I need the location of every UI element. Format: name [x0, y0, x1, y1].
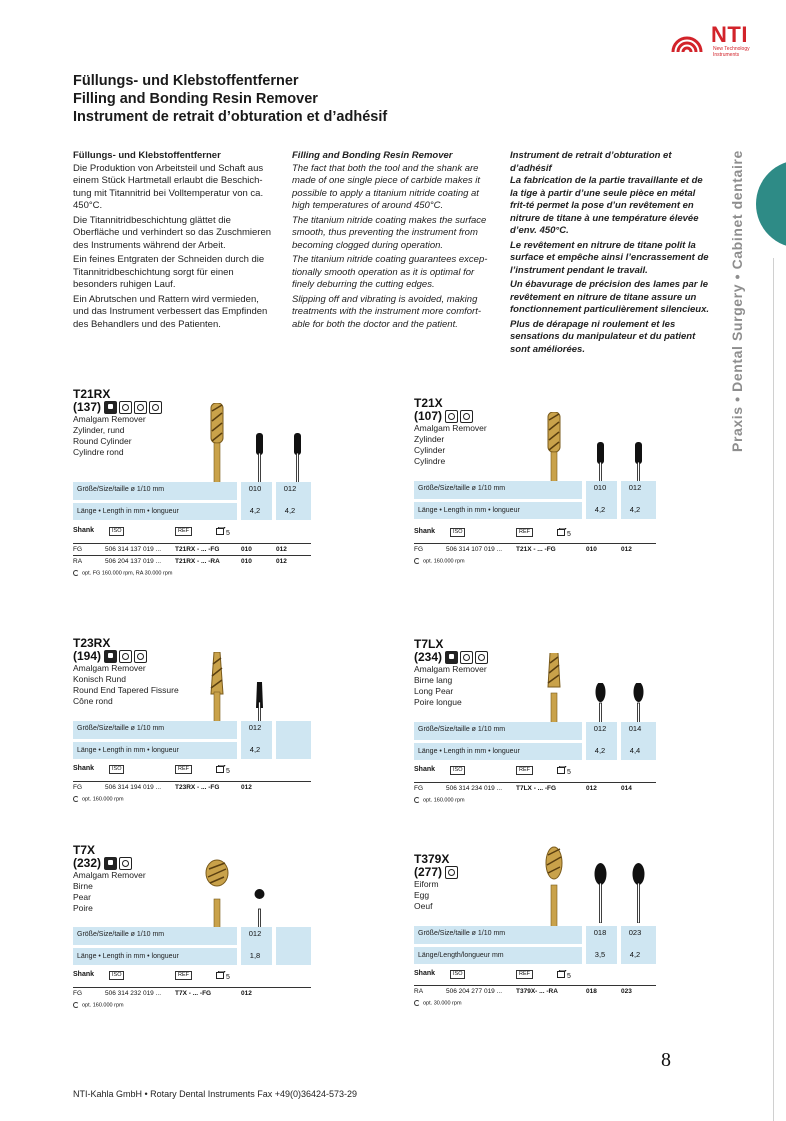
title-en: Filling and Bonding Resin Remover [73, 91, 318, 107]
length-value: 4,4 [629, 746, 641, 755]
column-german [73, 150, 273, 333]
column-heading: Füllungs- und Klebstoffentferner [73, 150, 221, 161]
feature-icon [104, 857, 117, 870]
pack-count: 5 [226, 768, 230, 775]
product-description-line: Birne [73, 881, 93, 892]
length-value: 4,2 [629, 950, 641, 959]
speed-text: opt. 160.000 rpm [423, 797, 465, 804]
iso-label: ISO [109, 971, 124, 980]
column-english [292, 150, 492, 333]
package-icon [216, 768, 226, 775]
size-value: 012 [283, 484, 297, 493]
product-description-line: Cylindre [414, 455, 446, 466]
product-number-text: (277) [414, 865, 443, 879]
side-label: Praxis • Dental Surgery • Cabinet dentaire [729, 150, 745, 452]
product-description-line: Amalgam Remover [73, 870, 146, 881]
size-code: 018 [586, 988, 597, 995]
paragraph: Un ébavurage de précision des lames par le revêtement en nitrure de titane assure un fonctionnement particulièrement silencieux. [510, 279, 710, 315]
size-code: 012 [621, 546, 632, 553]
shank-label: Shank [73, 971, 95, 978]
ref-number: T7X - ... -FG [175, 990, 212, 997]
size-code: 023 [621, 988, 632, 995]
speed-note [73, 796, 124, 802]
pack-quantity [216, 971, 230, 981]
feature-icon [104, 650, 117, 663]
product-description-line: Pear [73, 891, 91, 902]
package-icon [557, 769, 567, 776]
order-row [414, 985, 656, 997]
size-value: 018 [593, 928, 607, 937]
size-table [73, 927, 311, 965]
product-description-line: Long Pear [414, 685, 454, 696]
ref-label: REF [516, 528, 533, 537]
nti-logo-icon [667, 24, 707, 58]
pack-quantity [216, 765, 230, 775]
feature-icon [134, 401, 147, 414]
length-value: 4,2 [284, 506, 296, 515]
order-row [73, 987, 311, 999]
shank-header [414, 970, 656, 980]
feature-icon [475, 651, 488, 664]
table-divider [73, 500, 237, 503]
size-code: 010 [586, 546, 597, 553]
feature-icons [445, 866, 458, 879]
length-value: 4,2 [594, 505, 606, 514]
shank-type: FG [73, 990, 83, 997]
length-value: 4,2 [594, 746, 606, 755]
iso-number: 506 204 277 019 ... [446, 988, 503, 995]
feature-icon [104, 401, 117, 414]
product-code: T21RX [73, 387, 111, 401]
table-divider [414, 944, 582, 947]
pack-count: 5 [567, 531, 571, 538]
feature-icons [104, 857, 132, 870]
product-code: T21X [414, 396, 443, 410]
size-table [414, 481, 656, 519]
size-code: 012 [241, 990, 252, 997]
product-description-line: Cylinder [414, 444, 446, 455]
paragraph: Slipping off and vibrating is avoided, making treatments with the instrument more comfort-able for both the doctor and the patient. [292, 293, 482, 330]
size-value: 014 [628, 724, 642, 733]
speed-text: opt. 160.000 rpm [82, 1002, 124, 1009]
size-code: 010 [241, 546, 252, 553]
size-code: 012 [276, 546, 287, 553]
pack-count: 5 [226, 530, 230, 537]
order-row [73, 781, 311, 793]
iso-number: 506 314 232 019 ... [105, 990, 162, 997]
iso-label: ISO [450, 528, 465, 537]
speed-text: opt. FG 160.000 rpm, RA 30.000 rpm [82, 570, 173, 577]
iso-label: ISO [109, 765, 124, 774]
speed-text: opt. 160.000 rpm [82, 796, 124, 803]
pack-quantity [216, 527, 230, 537]
length-label: Länge • Length in mm • longueur [77, 953, 179, 960]
size-label: Größe/Size/taille ø 1/10 mm [418, 930, 506, 937]
size-label: Größe/Size/taille ø 1/10 mm [77, 486, 165, 493]
product-number-text: (107) [414, 409, 443, 423]
length-label: Länge/Length/longueur mm [418, 952, 504, 959]
product-description-line: Amalgam Remover [73, 663, 146, 674]
shank-label: Shank [414, 766, 436, 773]
length-value: 1,8 [249, 951, 261, 960]
shank-header [414, 528, 656, 538]
product-code: T23RX [73, 636, 111, 650]
product-description-line: Birne lang [414, 675, 453, 686]
paragraph: Die Produktion von Arbeitsteil und Schaft aus einem Stück Hartmetall erlaubt die Beschich-tung mit Titannitrid bei Volltemperatur von ca. 450°C. [73, 162, 264, 211]
column-french [510, 150, 710, 358]
order-row [414, 543, 656, 555]
table-divider [73, 945, 237, 948]
size-table [73, 721, 311, 759]
paragraph: The titanium nitride coating makes the surface smooth, thus preventing the instrument from becoming clogged during operation. [292, 214, 487, 251]
size-value: 023 [628, 928, 642, 937]
title-fr: Instrument de retrait d’obturation et d’adhésif [73, 109, 388, 125]
size-value: 012 [593, 724, 607, 733]
shank-label: Shank [414, 528, 436, 535]
paragraph: The fact that both the tool and the shank are made of one single piece of carbide makes it possible to apply a titanium nitride coating at high temperatures of around 450°C. [292, 162, 480, 211]
feature-icons [445, 651, 488, 664]
ref-number: T21RX - ... -RA [175, 558, 220, 565]
shank-header [73, 527, 311, 537]
length-value: 4,2 [249, 745, 261, 754]
length-value: 3,5 [594, 950, 606, 959]
length-value: 4,2 [629, 505, 641, 514]
pack-count: 5 [567, 973, 571, 980]
paragraph: Plus de dérapage ni roulement et les sensations du manipulateur et du patient sont améliorées. [510, 318, 696, 355]
table-divider [414, 499, 582, 502]
size-label: Größe/Size/taille ø 1/10 mm [418, 485, 506, 492]
size-code: 012 [241, 784, 252, 791]
speed-note [414, 1000, 462, 1006]
order-row [414, 782, 656, 794]
product-number-text: (232) [73, 856, 102, 870]
ref-label: REF [175, 971, 192, 980]
table-divider [272, 927, 276, 965]
package-icon [216, 530, 226, 537]
product-description-line: Amalgam Remover [414, 664, 487, 675]
product-description-line: Konisch Rund [73, 674, 126, 685]
bur-silhouette-icon [632, 863, 645, 928]
iso-label: ISO [450, 970, 465, 979]
length-label: Länge • Length in mm • longueur [77, 747, 179, 754]
nti-logo [667, 22, 777, 62]
feature-icon [445, 410, 458, 423]
shank-type: RA [414, 988, 424, 995]
footer: NTI-Kahla GmbH • Rotary Dental Instruments Fax +49(0)36424-573-29 [73, 1089, 358, 1099]
product-description-line: Round End Tapered Fissure [73, 684, 179, 695]
iso-number: 506 314 234 019 ... [446, 785, 503, 792]
table-divider [414, 740, 582, 743]
feature-icons [104, 401, 162, 414]
brand-name: NTI [711, 22, 748, 47]
product-number-text: (194) [73, 649, 102, 663]
size-value: 012 [248, 723, 262, 732]
product-description-line: Amalgam Remover [73, 414, 146, 425]
shank-type: RA [73, 558, 83, 565]
package-icon [557, 531, 567, 538]
ref-number: T23RX - ... -FG [175, 784, 220, 791]
table-divider [272, 721, 276, 759]
paragraph: Le revêtement en nitrure de titane polit la surface et empêche ainsi l’encrassement de l’instrument pendant le travail. [510, 239, 709, 276]
size-value: 010 [248, 484, 262, 493]
pack-count: 5 [567, 769, 571, 776]
pack-quantity [557, 970, 571, 980]
margin-line [773, 258, 774, 1121]
ref-label: REF [175, 765, 192, 774]
product-description-line: Cylindre rond [73, 446, 124, 457]
feature-icons [104, 650, 147, 663]
feature-icon [149, 401, 162, 414]
page-title [73, 72, 387, 126]
package-icon [216, 974, 226, 981]
paragraph: Die Titannitridbeschichtung glättet die Oberfläche und verhindert so das Zuschmieren des Instruments während der Arbeit. [73, 214, 272, 251]
size-table [73, 482, 311, 520]
column-heading: Instrument de retrait d’obturation et d’adhésif [510, 150, 672, 174]
product-description-line: Poire longue [414, 696, 462, 707]
size-code: 010 [241, 558, 252, 565]
ref-number: T21RX - ... -FG [175, 546, 220, 553]
order-row [73, 543, 311, 555]
product-description-line: Cône rond [73, 695, 113, 706]
feature-icon [119, 401, 132, 414]
feature-icon [445, 866, 458, 879]
product-description-line: Amalgam Remover [414, 423, 487, 434]
feature-icon [119, 857, 132, 870]
ref-number: T379X- ... -RA [516, 988, 558, 995]
ref-number: T7LX - ... -FG [516, 785, 557, 792]
pack-quantity [557, 528, 571, 538]
column-heading: Filling and Bonding Resin Remover [292, 150, 453, 161]
product-description-line: Egg [414, 890, 430, 901]
size-table [414, 722, 656, 760]
iso-label: ISO [109, 527, 124, 536]
product-description-line: Poire [73, 902, 93, 913]
size-label: Größe/Size/taille ø 1/10 mm [77, 931, 165, 938]
product-description-line: Oeuf [414, 900, 433, 911]
length-value: 4,2 [249, 506, 261, 515]
iso-number: 506 204 137 019 ... [105, 558, 162, 565]
shank-type: FG [414, 546, 424, 553]
feature-icon [460, 410, 473, 423]
size-value: 012 [628, 483, 642, 492]
product-code: T379X [414, 852, 450, 866]
size-code: 014 [621, 785, 632, 792]
size-value: 010 [593, 483, 607, 492]
table-divider [73, 739, 237, 742]
shank-type: FG [73, 546, 83, 553]
page-number: 8 [661, 1049, 671, 1071]
shank-type: FG [73, 784, 83, 791]
length-label: Länge • Length in mm • longueur [418, 507, 520, 514]
feature-icon [460, 651, 473, 664]
paragraph: Ein Abrutschen und Rattern wird vermieden, und das Instrument verbessert das Empfinden des Behandlers und des Patienten. [73, 293, 268, 330]
speed-note [414, 797, 465, 803]
size-label: Größe/Size/taille ø 1/10 mm [418, 726, 506, 733]
brand-tagline: New Technology Instruments [713, 46, 750, 58]
feature-icon [134, 650, 147, 663]
size-table [414, 926, 656, 964]
package-icon [557, 973, 567, 980]
product-description-line: Round Cylinder [73, 435, 132, 446]
speed-note [73, 1002, 124, 1008]
length-label: Länge • Length in mm • longueur [77, 508, 179, 515]
product-description-line: Zylinder, rund [73, 425, 125, 436]
paragraph: La fabrication de la partie travaillante et de la tige à partir d’une seule pièce en métal frit-té permet la pose d’un revêtement en nitrure de titane à une température élevée d’env. 450°C. [510, 175, 703, 236]
shank-type: FG [414, 785, 424, 792]
shank-header [73, 971, 311, 981]
title-de: Füllungs- und Klebstoffentferner [73, 73, 299, 89]
pack-count: 5 [226, 974, 230, 981]
speed-note [73, 570, 173, 576]
pack-quantity [557, 766, 571, 776]
shank-label: Shank [73, 765, 95, 772]
shank-label: Shank [414, 970, 436, 977]
ref-label: REF [516, 766, 533, 775]
shank-label: Shank [73, 527, 95, 534]
speed-note [414, 558, 465, 564]
feature-icon [119, 650, 132, 663]
product-code: T7LX [414, 637, 444, 651]
ref-number: T21X - ... -FG [516, 546, 556, 553]
size-code: 012 [586, 785, 597, 792]
shank-header [414, 766, 656, 776]
length-label: Länge • Length in mm • longueur [418, 748, 520, 755]
iso-number: 506 314 137 019 ... [105, 546, 162, 553]
product-description-line: Eiform [414, 879, 439, 890]
paragraph: Ein feines Entgraten der Schneiden durch die Titannitridbeschichtung sorgt für einen besonders ruhigen Lauf. [73, 254, 265, 290]
teal-tab [756, 160, 786, 248]
speed-text: opt. 160.000 rpm [423, 558, 465, 565]
iso-label: ISO [450, 766, 465, 775]
iso-number: 506 314 107 019 ... [446, 546, 503, 553]
bur-silhouette-icon [594, 863, 607, 928]
size-code: 012 [276, 558, 287, 565]
speed-text: opt. 30.000 rpm [423, 1000, 462, 1007]
product-code: T7X [73, 843, 96, 857]
feature-icons [445, 410, 473, 423]
ref-label: REF [175, 527, 192, 536]
feature-icon [445, 651, 458, 664]
order-row [73, 555, 311, 567]
size-label: Größe/Size/taille ø 1/10 mm [77, 725, 165, 732]
iso-number: 506 314 194 019 ... [105, 784, 162, 791]
product-number-text: (234) [414, 650, 443, 664]
ref-label: REF [516, 970, 533, 979]
size-value: 012 [248, 929, 262, 938]
product-number-text: (137) [73, 400, 102, 414]
paragraph: The titanium nitride coating guarantees excep-tionally smooth operation as it is optimal for finely deburring the cutting edges. [292, 254, 488, 290]
product-description-line: Zylinder [414, 434, 445, 445]
shank-header [73, 765, 311, 775]
